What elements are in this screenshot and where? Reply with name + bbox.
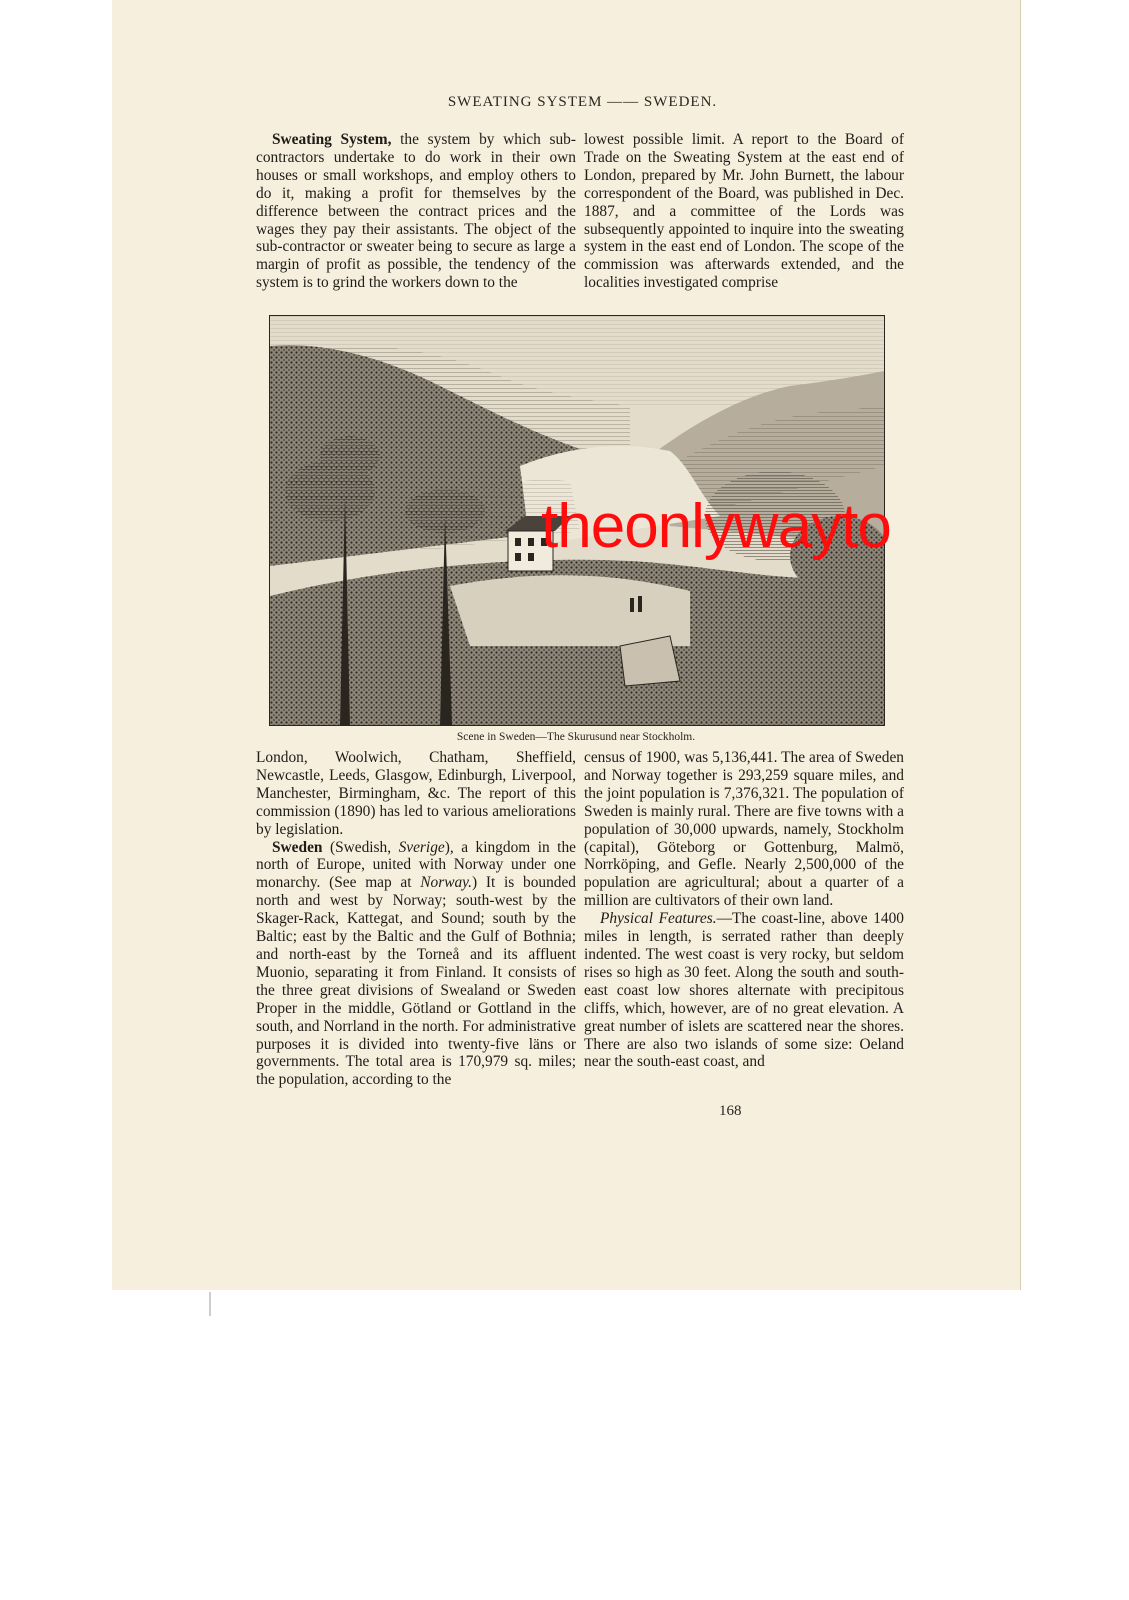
page-number: 168 bbox=[719, 1103, 742, 1119]
paragraph-sweden: Sweden (Swedish, Sverige), a kingdom in the north of Europe, united with Norway under one monarchy. (See map at Norway.) It is bounded north and west by Norway; south-west by the Skager-Rack, Kattegat, and Sound; south by the Baltic; east by the Baltic and the Gulf of Bothnia; and north-east by the Torneå and its affluent Muonio, separating it from Finland. It consists of the three great divisions of Swealand or Sweden Proper in the middle, Götland or Gottland in the south, and Norrland in the north. For administrative purposes it is divided into twenty-five läns or governments. The total area is 170,979 sq. miles; the population, according to the bbox=[256, 838, 576, 1089]
running-head: SWEATING SYSTEM —— SWEDEN. bbox=[447, 94, 718, 110]
paragraph-physical-features: Physical Features.—The coast-line, above 1400 miles in length, is serrated rather than deeply indented. The west coast is very rocky, but seldom rises so high as 30 feet. Along the south and south-east coast low shores alternate with precipitous cliffs, which, however, are of no great elevation. A great number of islets are scattered near the shores. There are also two islands of some size: Oeland near the south-east coast, and bbox=[584, 910, 904, 1071]
paragraph bbox=[256, 131, 576, 292]
entry-term: Sweating System, bbox=[272, 131, 392, 148]
illustration-caption: Scene in Sweden—The Skurusund near Stockholm. bbox=[456, 731, 696, 743]
text-column-top-left bbox=[256, 131, 576, 292]
page-edge-mark bbox=[209, 1292, 211, 1316]
text-column-bottom-left bbox=[256, 749, 576, 1089]
text-column-bottom-right bbox=[584, 749, 904, 1071]
entry-text: the system by which sub-contractors undertake to do work in their own houses or small workshops, and employ others to do it, making a profit for themselves by the difference between the contract prices and the wages they pay their assistants. The object of the sub-contractor or sweater being to secure as large a margin of profit as possible, the tendency of the system is to grind the workers down to the bbox=[256, 131, 576, 292]
text-column-top-right bbox=[584, 131, 904, 292]
entry-term: Sweden bbox=[272, 838, 323, 856]
paragraph: London, Woolwich, Chatham, Sheffield, Newcastle, Leeds, Glasgow, Edinburgh, Liverpool, Manchester, Birmingham, &c. The report of this commission (1890) has led to various ameliorations by legislation. bbox=[256, 749, 576, 838]
section-heading: Physical Features. bbox=[600, 910, 717, 928]
paragraph: census of 1900, was 5,136,441. The area of Sweden and Norway together is 293,259 square miles, and the joint population is 7,376,321. The population of Sweden is mainly rural. There are five towns with a population of 30,000 upwards, namely, Stockholm (capital), Göteborg or Gottenburg, Malmö, Norrköping, and Gefle. Nearly 2,500,000 of the population are agricultural; about a quarter of a million are cultivators of their own land. bbox=[584, 749, 904, 910]
paragraph: lowest possible limit. A report to the Board of Trade on the Sweating System at the east end of London, prepared by Mr. John Burnett, the labour correspondent of the Board, was published in Dec. 1887, and a committee of the Lords was subsequently appointed to inquire into the sweating system in the east end of London. The scope of the commission was afterwards extended, and the localities investigated comprise bbox=[584, 131, 904, 292]
watermark: theonlywayto bbox=[541, 492, 891, 561]
